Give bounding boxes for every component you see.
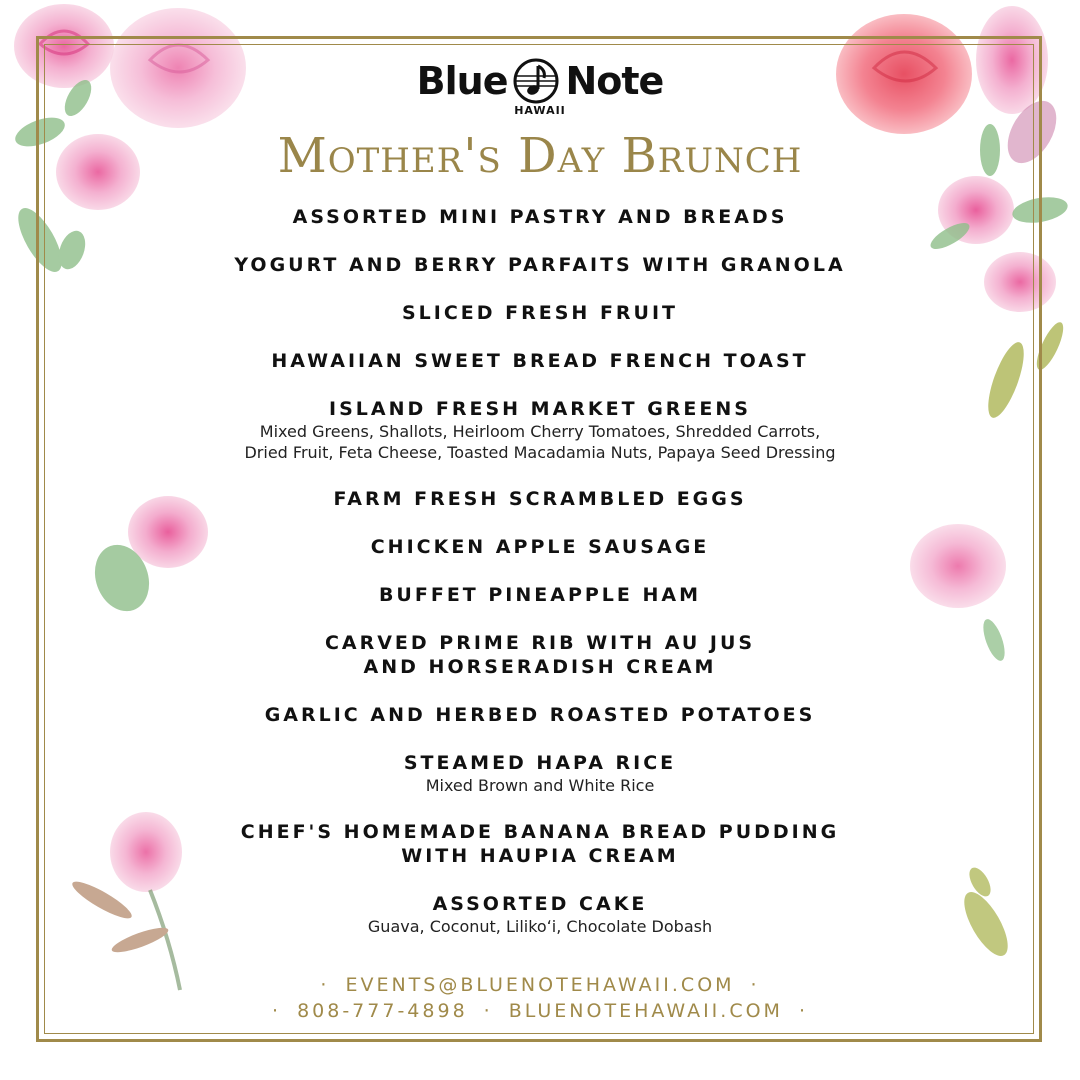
menu-spacer xyxy=(90,727,990,751)
menu-item-description: Mixed Brown and White Rice xyxy=(425,776,655,795)
menu-spacer xyxy=(90,607,990,631)
menu-item-name: CHICKEN APPLE SAUSAGE xyxy=(370,536,710,558)
menu-item-name: GARLIC AND HERBED ROASTED POTATOES xyxy=(264,704,816,726)
menu-item-name: ASSORTED CAKE xyxy=(432,893,648,915)
menu-spacer xyxy=(90,511,990,535)
menu-spacer xyxy=(90,373,990,397)
menu-item xyxy=(90,820,990,868)
menu-item xyxy=(90,301,990,325)
menu-item-name: AND HORSERADISH CREAM xyxy=(363,656,717,678)
separator-dot: · xyxy=(272,1000,282,1022)
menu-item-name: CARVED PRIME RIB WITH AU JUS xyxy=(324,632,756,654)
separator-dot: · xyxy=(750,974,760,996)
music-note-icon xyxy=(511,56,561,106)
menu-item-description: Mixed Greens, Shallots, Heirloom Cherry Tomatoes, Shredded Carrots, xyxy=(259,422,821,441)
menu-spacer xyxy=(90,868,990,892)
menu-item xyxy=(90,535,990,559)
menu-item xyxy=(90,583,990,607)
menu-item-description: Dried Fruit, Feta Cheese, Toasted Macadamia Nuts, Papaya Seed Dressing xyxy=(244,443,836,462)
menu-item xyxy=(90,205,990,229)
menu-item xyxy=(90,253,990,277)
separator-dot: · xyxy=(483,1000,493,1022)
menu-item-name: FARM FRESH SCRAMBLED EGGS xyxy=(333,488,747,510)
menu-item xyxy=(90,751,990,796)
menu-item-name: SLICED FRESH FRUIT xyxy=(401,302,679,324)
menu-spacer xyxy=(90,559,990,583)
menu-item xyxy=(90,349,990,373)
menu-item-name: WITH HAUPIA CREAM xyxy=(401,845,679,867)
menu-item xyxy=(90,397,990,463)
menu-item-name: ASSORTED MINI PASTRY AND BREADS xyxy=(292,206,788,228)
phone-link[interactable]: 808-777-4898 xyxy=(297,1000,468,1022)
menu-item-name: YOGURT AND BERRY PARFAITS WITH GRANOLA xyxy=(234,254,846,276)
footer-line-1 xyxy=(0,972,1080,998)
page-title: Mother's Day Brunch xyxy=(277,128,803,184)
brand-logo-row xyxy=(417,56,664,106)
menu-spacer xyxy=(90,277,990,301)
menu-item xyxy=(90,892,990,937)
menu-item-name: BUFFET PINEAPPLE HAM xyxy=(378,584,702,606)
brand-logo xyxy=(0,56,1080,117)
menu-spacer xyxy=(90,796,990,820)
menu-item-description: Guava, Coconut, Lilikoʻi, Chocolate Dobash xyxy=(367,917,713,936)
menu-item-name: ISLAND FRESH MARKET GREENS xyxy=(329,398,751,420)
menu-item xyxy=(90,631,990,679)
menu-item-name: CHEF'S HOMEMADE BANANA BREAD PUDDING xyxy=(240,821,840,843)
menu-spacer xyxy=(90,229,990,253)
menu-spacer xyxy=(90,679,990,703)
contact-footer xyxy=(0,972,1080,1024)
brand-location: HAWAII xyxy=(514,104,566,117)
brand-name-right: Note xyxy=(565,59,664,103)
menu-list xyxy=(90,205,990,937)
menu-item xyxy=(90,703,990,727)
separator-dot: · xyxy=(798,1000,808,1022)
menu-item-name: HAWAIIAN SWEET BREAD FRENCH TOAST xyxy=(271,350,809,372)
footer-line-2 xyxy=(0,998,1080,1024)
menu-item-name: STEAMED HAPA RICE xyxy=(403,752,677,774)
website-link[interactable]: BLUENOTEHAWAII.COM xyxy=(508,1000,783,1022)
menu-spacer xyxy=(90,463,990,487)
email-link[interactable]: EVENTS@BLUENOTEHAWAII.COM xyxy=(345,974,735,996)
separator-dot: · xyxy=(320,974,330,996)
brand-name-left: Blue xyxy=(416,59,508,103)
menu-spacer xyxy=(90,325,990,349)
menu-item xyxy=(90,487,990,511)
